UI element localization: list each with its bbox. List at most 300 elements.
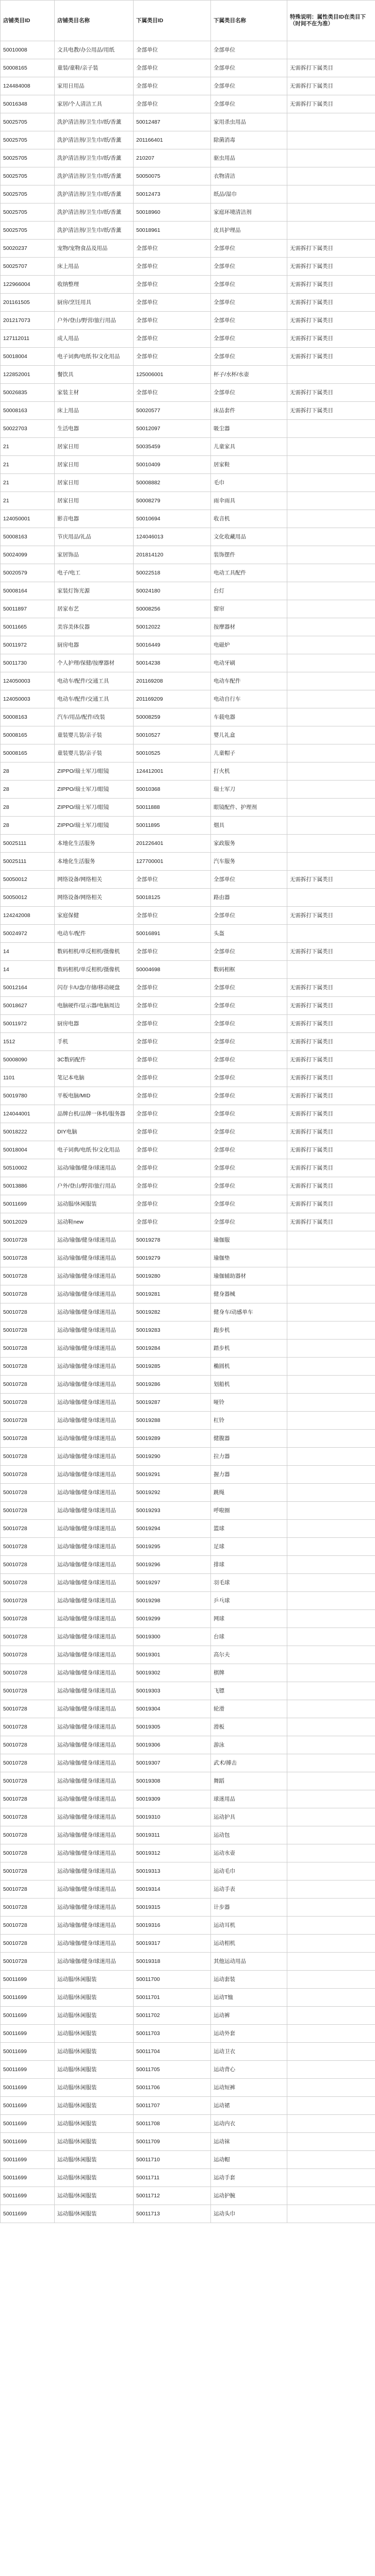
cell-sub-category-name: 运动相机 (211, 1935, 287, 1953)
cell-special-note (287, 1718, 375, 1736)
cell-special-note (287, 636, 375, 654)
cell-sub-category-id: 全部单位 (134, 1033, 211, 1051)
cell-sub-category-id: 全部单位 (134, 1087, 211, 1105)
table-row (1, 1358, 375, 1376)
cell-sub-category-name: 全部单位 (211, 312, 287, 330)
cell-store-category-id: 28 (1, 817, 55, 835)
cell-sub-category-id: 50019279 (134, 1249, 211, 1267)
cell-sub-category-id: 50011710 (134, 2151, 211, 2169)
cell-sub-category-name: 哑铃 (211, 1394, 287, 1412)
cell-store-category-name: 家用日用品 (55, 77, 134, 95)
cell-store-category-name: 数码相机/单反相机/摄像机 (55, 961, 134, 979)
cell-sub-category-name: 全部单位 (211, 1069, 287, 1087)
cell-store-category-id: 50025111 (1, 835, 55, 853)
cell-sub-category-name: 滑板 (211, 1718, 287, 1736)
cell-special-note (287, 41, 375, 59)
cell-store-category-id: 50010728 (1, 1664, 55, 1682)
cell-sub-category-name: 运动包 (211, 1826, 287, 1844)
table-row (1, 2151, 375, 2169)
table-row (1, 402, 375, 420)
cell-special-note (287, 131, 375, 149)
table-row (1, 1844, 375, 1862)
cell-store-category-name: 运动/瑜伽/健身/球迷用品 (55, 1790, 134, 1808)
cell-special-note (287, 564, 375, 582)
cell-store-category-id: 50010728 (1, 1917, 55, 1935)
cell-special-note (287, 204, 375, 222)
table-row (1, 708, 375, 726)
cell-store-category-name: 电动车/配件/交通工具 (55, 672, 134, 690)
table-row (1, 781, 375, 799)
cell-store-category-name: 成人用品 (55, 330, 134, 348)
cell-special-note (287, 654, 375, 672)
cell-store-category-id: 50026835 (1, 384, 55, 402)
cell-store-category-id: 50025705 (1, 113, 55, 131)
cell-sub-category-name: 全部单位 (211, 1051, 287, 1069)
cell-store-category-id: 50012029 (1, 1213, 55, 1231)
cell-store-category-name: 厨房/烹饪用具 (55, 294, 134, 312)
table-row (1, 1826, 375, 1844)
cell-sub-category-name: 运动外套 (211, 2025, 287, 2043)
cell-store-category-id: 50012164 (1, 979, 55, 997)
cell-sub-category-id: 50019312 (134, 1844, 211, 1862)
cell-store-category-id: 28 (1, 762, 55, 781)
cell-store-category-id: 50008165 (1, 59, 55, 77)
table-row (1, 1321, 375, 1340)
cell-store-category-id: 50018004 (1, 1141, 55, 1159)
cell-sub-category-name: 运动卫衣 (211, 2043, 287, 2061)
cell-sub-category-name: 全部单位 (211, 59, 287, 77)
cell-store-category-name: 宠物/宠物食品及用品 (55, 240, 134, 258)
table-row (1, 1141, 375, 1159)
cell-sub-category-id: 全部单位 (134, 871, 211, 889)
cell-store-category-name: 运动/瑜伽/健身/球迷用品 (55, 1358, 134, 1376)
cell-sub-category-id: 50016891 (134, 925, 211, 943)
table-row (1, 1340, 375, 1358)
cell-special-note (287, 366, 375, 384)
cell-store-category-name: 3C数码配件 (55, 1051, 134, 1069)
cell-store-category-name: 运动服/休闲服装 (55, 1195, 134, 1213)
cell-store-category-id: 50010728 (1, 1682, 55, 1700)
cell-sub-category-name: 电动工具配件 (211, 564, 287, 582)
cell-special-note (287, 456, 375, 474)
table-row (1, 2097, 375, 2115)
cell-sub-category-name: 运动帽 (211, 2151, 287, 2169)
table-row (1, 2187, 375, 2205)
cell-special-note (287, 2061, 375, 2079)
table-row (1, 799, 375, 817)
cell-store-category-name: 运动/瑜伽/健身/球迷用品 (55, 1430, 134, 1448)
cell-sub-category-name: 打火机 (211, 762, 287, 781)
cell-sub-category-name: 篮球 (211, 1520, 287, 1538)
cell-store-category-id: 50010728 (1, 1700, 55, 1718)
table-row (1, 1412, 375, 1430)
cell-store-category-id: 50022703 (1, 420, 55, 438)
cell-special-note (287, 1826, 375, 1844)
cell-sub-category-id: 50018960 (134, 204, 211, 222)
cell-sub-category-name: 全部单位 (211, 1015, 287, 1033)
cell-sub-category-id: 201169209 (134, 690, 211, 708)
cell-store-category-name: 运动服/休闲服装 (55, 2205, 134, 2223)
cell-store-category-id: 50010728 (1, 1466, 55, 1484)
cell-sub-category-name: 运动背心 (211, 2061, 287, 2079)
cell-sub-category-id: 127700001 (134, 853, 211, 871)
cell-sub-category-name: 电磁炉 (211, 636, 287, 654)
table-row (1, 294, 375, 312)
cell-store-category-name: 居家日用 (55, 492, 134, 510)
cell-store-category-name: 品牌台机/品牌一体机/服务器 (55, 1105, 134, 1123)
cell-sub-category-name: 电动车配件 (211, 672, 287, 690)
cell-sub-category-name: 床品套件 (211, 402, 287, 420)
table-row (1, 654, 375, 672)
cell-special-note (287, 1953, 375, 1971)
cell-store-category-name: 个人护理/保健/按摩器材 (55, 654, 134, 672)
cell-sub-category-id: 210207 (134, 149, 211, 167)
cell-store-category-name: ZIPPO/瑞士军刀/眼镜 (55, 799, 134, 817)
table-row (1, 474, 375, 492)
cell-special-note (287, 1754, 375, 1772)
cell-sub-category-id: 全部单位 (134, 348, 211, 366)
cell-sub-category-id: 50011703 (134, 2025, 211, 2043)
cell-store-category-name: 文具电教/办公用品/用纸 (55, 41, 134, 59)
cell-sub-category-name: 舞蹈 (211, 1772, 287, 1790)
table-row (1, 1015, 375, 1033)
cell-sub-category-id: 全部单位 (134, 1195, 211, 1213)
table-row (1, 582, 375, 600)
cell-sub-category-id: 124046013 (134, 528, 211, 546)
cell-sub-category-id: 50019303 (134, 1682, 211, 1700)
table-row (1, 1754, 375, 1772)
cell-sub-category-name: 全部单位 (211, 997, 287, 1015)
table-row (1, 1303, 375, 1321)
cell-sub-category-id: 50018125 (134, 889, 211, 907)
cell-special-note (287, 2187, 375, 2205)
cell-store-category-id: 50011699 (1, 2115, 55, 2133)
cell-sub-category-name: 运动裙 (211, 2097, 287, 2115)
cell-store-category-id: 50010728 (1, 1574, 55, 1592)
cell-sub-category-name: 全部单位 (211, 384, 287, 402)
cell-special-note (287, 1502, 375, 1520)
cell-sub-category-id: 全部单位 (134, 330, 211, 348)
cell-store-category-id: 50025705 (1, 149, 55, 167)
cell-sub-category-name: 汽车服务 (211, 853, 287, 871)
cell-store-category-name: 运动服/休闲服装 (55, 2097, 134, 2115)
cell-sub-category-name: 全部单位 (211, 1123, 287, 1141)
cell-store-category-id: 50011897 (1, 600, 55, 618)
cell-store-category-id: 50011699 (1, 1971, 55, 1989)
cell-special-note (287, 2151, 375, 2169)
cell-store-category-name: 运动/瑜伽/健身/球迷用品 (55, 1808, 134, 1826)
cell-special-note (287, 1790, 375, 1808)
cell-sub-category-id: 50012097 (134, 420, 211, 438)
header-store-category-name: 店铺类目名称 (55, 1, 134, 41)
cell-special-note: 无需拆打下属类目 (287, 997, 375, 1015)
cell-store-category-id: 50010728 (1, 1592, 55, 1610)
cell-sub-category-id: 50019278 (134, 1231, 211, 1249)
table-row (1, 1790, 375, 1808)
cell-special-note (287, 1538, 375, 1556)
cell-store-category-id: 50025705 (1, 167, 55, 185)
cell-store-category-id: 50025111 (1, 853, 55, 871)
cell-sub-category-name: 踏步机 (211, 1340, 287, 1358)
cell-store-category-id: 14 (1, 961, 55, 979)
cell-sub-category-id: 全部单位 (134, 59, 211, 77)
cell-special-note (287, 1628, 375, 1646)
cell-store-category-name: 家居饰品 (55, 546, 134, 564)
table-row (1, 131, 375, 149)
cell-store-category-name: 运动/瑜伽/健身/球迷用品 (55, 1664, 134, 1682)
cell-store-category-id: 50010728 (1, 1376, 55, 1394)
cell-special-note (287, 2043, 375, 2061)
cell-sub-category-id: 全部单位 (134, 1051, 211, 1069)
cell-special-note (287, 167, 375, 185)
cell-store-category-name: 户外/登山/野营/旅行用品 (55, 312, 134, 330)
cell-store-category-id: 50024099 (1, 546, 55, 564)
table-row (1, 853, 375, 871)
cell-special-note: 无需拆打下属类目 (287, 330, 375, 348)
cell-store-category-id: 1101 (1, 1069, 55, 1087)
cell-store-category-name: 运动服/休闲服装 (55, 2061, 134, 2079)
cell-sub-category-id: 50008882 (134, 474, 211, 492)
cell-special-note (287, 1448, 375, 1466)
cell-special-note (287, 2115, 375, 2133)
table-row (1, 1862, 375, 1880)
cell-sub-category-name: 其他运动用品 (211, 1953, 287, 1971)
cell-store-category-name: 运动/瑜伽/健身/球迷用品 (55, 1646, 134, 1664)
cell-special-note (287, 1484, 375, 1502)
cell-sub-category-id: 50019314 (134, 1880, 211, 1899)
cell-special-note: 无需拆打下属类目 (287, 1087, 375, 1105)
cell-sub-category-id: 全部单位 (134, 1015, 211, 1033)
cell-sub-category-name: 足球 (211, 1538, 287, 1556)
table-row (1, 1249, 375, 1267)
cell-special-note (287, 799, 375, 817)
cell-store-category-name: 影音电器 (55, 510, 134, 528)
cell-store-category-id: 50010728 (1, 1448, 55, 1466)
cell-special-note (287, 1466, 375, 1484)
header-store-category-id: 店铺类目ID (1, 1, 55, 41)
cell-store-category-id: 50010728 (1, 1899, 55, 1917)
table-row (1, 1087, 375, 1105)
cell-sub-category-name: 全部单位 (211, 258, 287, 276)
cell-store-category-id: 50010728 (1, 1935, 55, 1953)
cell-store-category-id: 50010728 (1, 1736, 55, 1754)
cell-special-note (287, 1267, 375, 1285)
cell-store-category-name: 节庆用品/礼品 (55, 528, 134, 546)
cell-sub-category-id: 50019300 (134, 1628, 211, 1646)
cell-sub-category-name: 眼镜配件、护理剂 (211, 799, 287, 817)
cell-store-category-id: 50010728 (1, 1231, 55, 1249)
cell-store-category-name: 平板电脑/MID (55, 1087, 134, 1105)
cell-sub-category-name: 纸品/湿巾 (211, 185, 287, 204)
cell-store-category-name: 运动/瑜伽/健身/球迷用品 (55, 1718, 134, 1736)
cell-store-category-id: 50011699 (1, 2007, 55, 2025)
cell-special-note: 无需拆打下属类目 (287, 1177, 375, 1195)
cell-sub-category-id: 50011706 (134, 2079, 211, 2097)
cell-special-note (287, 1285, 375, 1303)
cell-sub-category-id: 50019290 (134, 1448, 211, 1466)
cell-special-note (287, 1971, 375, 1989)
cell-sub-category-id: 50012473 (134, 185, 211, 204)
cell-sub-category-name: 全部单位 (211, 41, 287, 59)
cell-store-category-name: 运动服/休闲服装 (55, 1989, 134, 2007)
cell-store-category-name: 电动车/配件 (55, 925, 134, 943)
cell-special-note (287, 1412, 375, 1430)
cell-store-category-id: 50010728 (1, 1303, 55, 1321)
cell-store-category-id: 50025707 (1, 258, 55, 276)
cell-special-note: 无需拆打下属类目 (287, 1015, 375, 1033)
table-row (1, 1556, 375, 1574)
cell-special-note (287, 1808, 375, 1826)
cell-sub-category-name: 排球 (211, 1556, 287, 1574)
cell-sub-category-name: 全部单位 (211, 348, 287, 366)
cell-special-note (287, 2097, 375, 2115)
cell-store-category-id: 50010728 (1, 1790, 55, 1808)
cell-special-note (287, 1574, 375, 1592)
cell-special-note (287, 222, 375, 240)
cell-sub-category-id: 50019308 (134, 1772, 211, 1790)
cell-sub-category-name: 运动护腕 (211, 2187, 287, 2205)
cell-sub-category-id: 50008256 (134, 600, 211, 618)
table-row (1, 1610, 375, 1628)
cell-store-category-name: 运动/瑜伽/健身/球迷用品 (55, 1340, 134, 1358)
cell-store-category-name: 运动服/休闲服装 (55, 2187, 134, 2205)
table-row (1, 1285, 375, 1303)
cell-sub-category-id: 50008279 (134, 492, 211, 510)
cell-store-category-name: 运动/瑜伽/健身/球迷用品 (55, 1231, 134, 1249)
cell-special-note: 无需拆打下属类目 (287, 258, 375, 276)
cell-sub-category-id: 50019309 (134, 1790, 211, 1808)
cell-store-category-name: 运动/瑜伽/健身/球迷用品 (55, 1899, 134, 1917)
cell-special-note (287, 2007, 375, 2025)
cell-sub-category-id: 50019286 (134, 1376, 211, 1394)
cell-store-category-id: 50011665 (1, 618, 55, 636)
cell-store-category-name: 运动/瑜伽/健身/球迷用品 (55, 1628, 134, 1646)
cell-store-category-name: 笔记本电脑 (55, 1069, 134, 1087)
cell-special-note (287, 726, 375, 744)
cell-store-category-id: 50024972 (1, 925, 55, 943)
table-row (1, 1231, 375, 1249)
table-row (1, 2007, 375, 2025)
cell-store-category-id: 50011699 (1, 2151, 55, 2169)
cell-sub-category-name: 棋牌 (211, 1664, 287, 1682)
cell-special-note (287, 1520, 375, 1538)
table-row (1, 1971, 375, 1989)
table-row (1, 1646, 375, 1664)
cell-store-category-name: ZIPPO/瑞士军刀/眼镜 (55, 817, 134, 835)
cell-store-category-name: 洗护清洁剂/卫生巾/纸/香薰 (55, 204, 134, 222)
cell-sub-category-id: 50012022 (134, 618, 211, 636)
header-row (1, 1, 375, 41)
cell-store-category-name: 运动/瑜伽/健身/球迷用品 (55, 1862, 134, 1880)
cell-store-category-id: 50010728 (1, 1520, 55, 1538)
table-row (1, 961, 375, 979)
cell-sub-category-name: 高尔夫 (211, 1646, 287, 1664)
cell-sub-category-id: 50011701 (134, 1989, 211, 2007)
table-row (1, 312, 375, 330)
table-row (1, 672, 375, 690)
cell-special-note (287, 2205, 375, 2223)
table-row (1, 1213, 375, 1231)
cell-store-category-id: 50020237 (1, 240, 55, 258)
cell-store-category-name: 运动服/休闲服装 (55, 2133, 134, 2151)
table-row (1, 1520, 375, 1538)
cell-store-category-name: 运动/瑜伽/健身/球迷用品 (55, 1376, 134, 1394)
cell-sub-category-name: 计步器 (211, 1899, 287, 1917)
table-body (1, 41, 375, 2223)
cell-special-note (287, 1862, 375, 1880)
cell-store-category-name: 床上用品 (55, 402, 134, 420)
cell-special-note (287, 2169, 375, 2187)
table-row (1, 1267, 375, 1285)
table-row (1, 204, 375, 222)
cell-special-note: 无需拆打下属类目 (287, 1033, 375, 1051)
cell-sub-category-name: 拉力器 (211, 1448, 287, 1466)
cell-special-note (287, 1592, 375, 1610)
table-row (1, 618, 375, 636)
cell-store-category-id: 50019780 (1, 1087, 55, 1105)
cell-sub-category-name: 瑜伽辅助器材 (211, 1267, 287, 1285)
cell-store-category-name: 运动/瑜伽/健身/球迷用品 (55, 1502, 134, 1520)
cell-special-note (287, 1394, 375, 1412)
cell-sub-category-name: 家政服务 (211, 835, 287, 853)
cell-store-category-name: 运动/瑜伽/健身/球迷用品 (55, 1556, 134, 1574)
cell-store-category-id: 50010728 (1, 1358, 55, 1376)
cell-sub-category-name: 跳绳 (211, 1484, 287, 1502)
table-row (1, 1880, 375, 1899)
cell-store-category-name: 床上用品 (55, 258, 134, 276)
cell-store-category-id: 50010728 (1, 1321, 55, 1340)
table-row (1, 330, 375, 348)
cell-sub-category-name: 电动牙刷 (211, 654, 287, 672)
cell-store-category-name: 厨房电器 (55, 636, 134, 654)
cell-sub-category-id: 50011711 (134, 2169, 211, 2187)
cell-store-category-name: 运动/瑜伽/健身/球迷用品 (55, 1700, 134, 1718)
cell-store-category-id: 50010728 (1, 1340, 55, 1358)
cell-store-category-id: 50510002 (1, 1159, 55, 1177)
cell-sub-category-name: 跑步机 (211, 1321, 287, 1340)
cell-special-note (287, 889, 375, 907)
cell-store-category-id: 50010728 (1, 1880, 55, 1899)
cell-special-note: 无需拆打下属类目 (287, 871, 375, 889)
cell-sub-category-id: 50014238 (134, 654, 211, 672)
cell-store-category-id: 50011699 (1, 2187, 55, 2205)
cell-sub-category-id: 50019317 (134, 1935, 211, 1953)
cell-sub-category-id: 50019299 (134, 1610, 211, 1628)
cell-store-category-id: 50011699 (1, 1195, 55, 1213)
cell-store-category-id: 50008165 (1, 744, 55, 762)
cell-store-category-name: 电动车/配件/交通工具 (55, 690, 134, 708)
cell-special-note: 无需拆打下属类目 (287, 348, 375, 366)
cell-sub-category-name: 运动套装 (211, 1971, 287, 1989)
table-row (1, 41, 375, 59)
cell-sub-category-name: 家用杀虫用品 (211, 113, 287, 131)
cell-sub-category-id: 50019306 (134, 1736, 211, 1754)
cell-store-category-name: 闪存卡/U盘/存储/移动硬盘 (55, 979, 134, 997)
cell-sub-category-name: 全部单位 (211, 1213, 287, 1231)
cell-store-category-id: 50010728 (1, 1628, 55, 1646)
cell-store-category-id: 50010728 (1, 1502, 55, 1520)
cell-store-category-id: 201161505 (1, 294, 55, 312)
cell-store-category-name: 运动/瑜伽/健身/球迷用品 (55, 1754, 134, 1772)
cell-sub-category-id: 50004698 (134, 961, 211, 979)
cell-sub-category-name: 装饰摆件 (211, 546, 287, 564)
cell-sub-category-id: 全部单位 (134, 943, 211, 961)
cell-store-category-id: 50010728 (1, 1826, 55, 1844)
cell-sub-category-name: 划船机 (211, 1376, 287, 1394)
cell-store-category-name: 生活电器 (55, 420, 134, 438)
cell-special-note (287, 1321, 375, 1340)
cell-store-category-name: 运动服/休闲服装 (55, 1971, 134, 1989)
